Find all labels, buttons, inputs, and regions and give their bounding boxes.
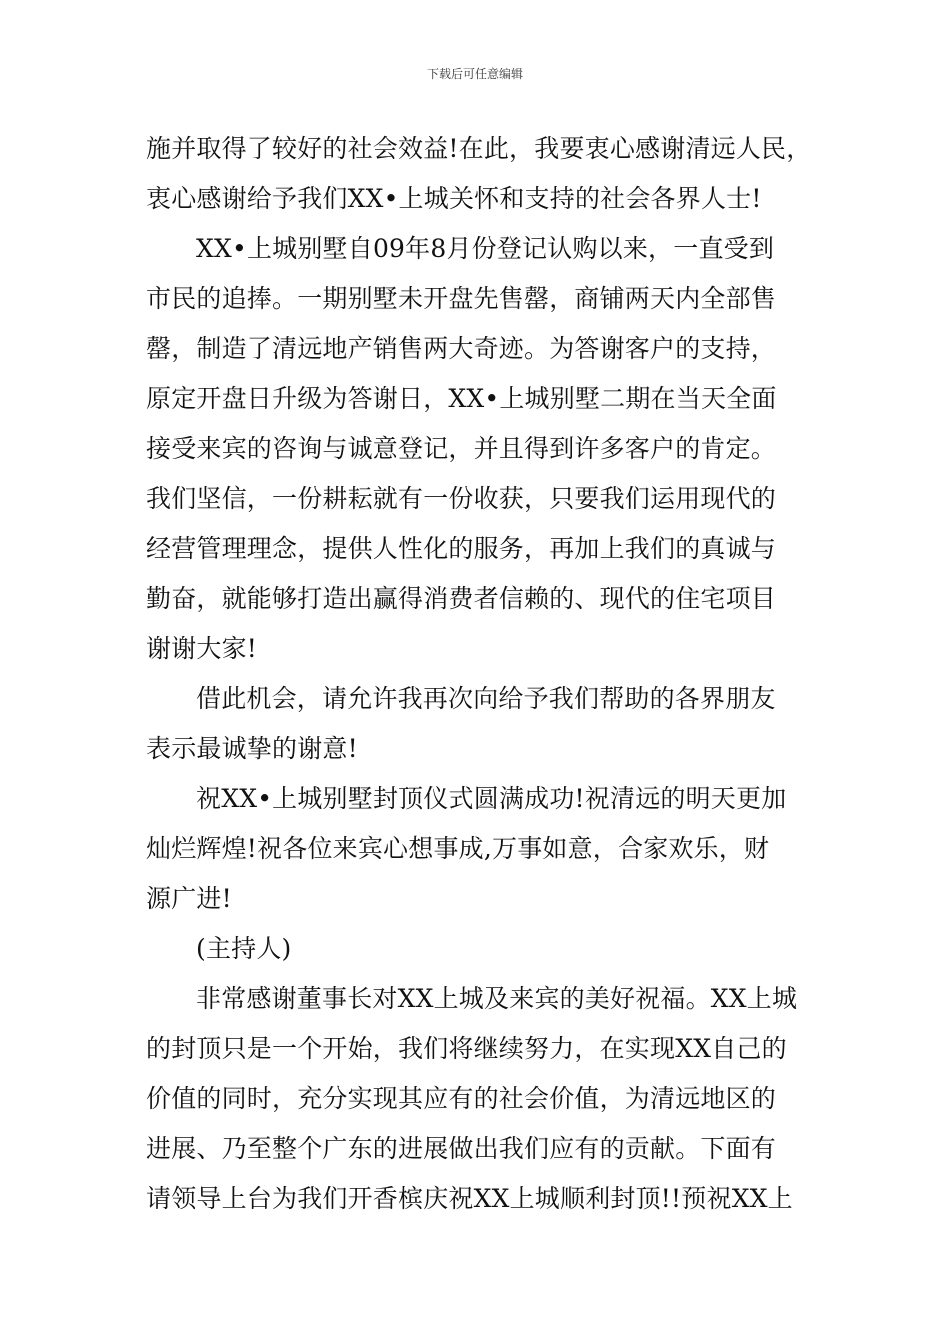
text-line: (主持人) <box>196 934 292 963</box>
text-line: 请领导上台为我们开香槟庆祝XX上城顺利封顶!!预祝XX上 <box>146 1184 793 1213</box>
text-line: 的封顶只是一个开始，我们将继续努力，在实现XX自己的 <box>146 1034 787 1063</box>
text-line: 源广进! <box>146 884 232 913</box>
text-line: 谢谢大家! <box>146 634 258 663</box>
text-line: 灿烂辉煌!祝各位来宾心想事成,万事如意，合家欢乐，财 <box>146 834 770 863</box>
text-line: 罄，制造了清远地产销售两大奇迹。为答谢客户的支持， <box>146 334 777 363</box>
text-line: 市民的追捧。一期别墅未开盘先售罄，商铺两天内全部售 <box>146 284 777 313</box>
text-line: XX•上城别墅自09年8月份登记认购以来，一直受到 <box>196 234 775 263</box>
text-line: 接受来宾的咨询与诚意登记，并且得到许多客户的肯定。 <box>146 434 777 463</box>
text-line: 衷心感谢给予我们XX•上城关怀和支持的社会各界人士! <box>146 184 762 213</box>
text-line: 我们坚信，一份耕耘就有一份收获，只要我们运用现代的 <box>146 484 777 513</box>
text-line: 祝XX•上城别墅封顶仪式圆满成功!祝清远的明天更加 <box>196 784 787 813</box>
text-line: 经营管理理念，提供人性化的服务，再加上我们的真诚与 <box>146 534 777 563</box>
text-line: 勤奋，就能够打造出赢得消费者信赖的、现代的住宅项目 <box>146 584 777 613</box>
text-line: 非常感谢董事长对XX上城及来宾的美好祝福。XX上城 <box>196 984 798 1013</box>
text-line: 施并取得了较好的社会效益!在此，我要衷心感谢清远人民， <box>146 134 812 163</box>
text-line: 价值的同时，充分实现其应有的社会价值，为清远地区的 <box>146 1084 777 1113</box>
page-header: 下载后可任意编辑 <box>426 67 523 81</box>
text-line: 表示最诚挚的谢意! <box>146 734 358 763</box>
text-line: 借此机会，请允许我再次向给予我们帮助的各界朋友 <box>196 684 776 713</box>
text-line: 原定开盘日升级为答谢日，XX•上城别墅二期在当天全面 <box>146 384 777 413</box>
text-line: 进展、乃至整个广东的进展做出我们应有的贡献。下面有 <box>146 1134 777 1163</box>
